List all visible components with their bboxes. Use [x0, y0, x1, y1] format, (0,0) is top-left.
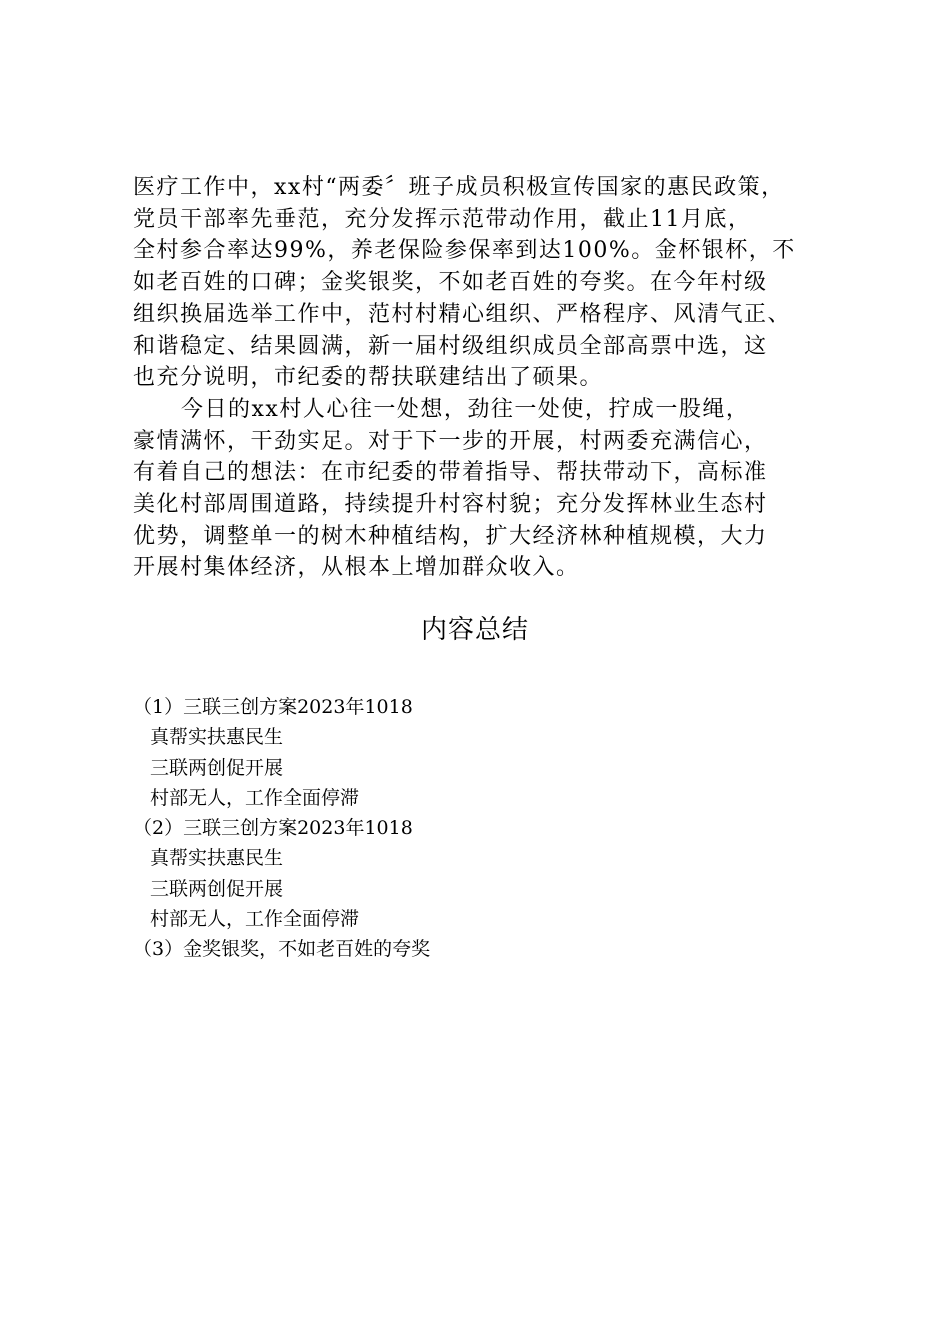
body-line: 开展村集体经济，从根本上增加群众收入。	[133, 555, 580, 581]
body-line: 也充分说明，市纪委的帮扶联建结出了硕果。	[133, 365, 604, 391]
summary-item: 真帮实扶惠民生	[150, 847, 284, 870]
body-line: 美化村部周围道路，持续提升村容村貌；充分发挥林业生态村	[133, 492, 768, 518]
body-paragraphs	[133, 172, 833, 584]
body-line: 和谐稳定、结果圆满，新一届村级组织成员全部高票中选，这	[133, 333, 768, 359]
body-line: 组织换届选举工作中，范村村精心组织、严格程序、风清气正、	[133, 301, 792, 327]
body-line: 如老百姓的口碑；金奖银奖，不如老百姓的夸奖。在今年村级	[133, 270, 768, 296]
body-line: 全村参合率达99%，养老保险参保率到达100%。金杯银杯，不	[133, 238, 796, 264]
summary-list	[133, 692, 833, 965]
summary-item-heading: （1）三联三创方案2023年1018	[133, 696, 413, 718]
body-line: 豪情满怀，干劲实足。对于下一步的开展，村两委充满信心，	[133, 428, 768, 454]
summary-item: 三联两创促开展	[150, 756, 284, 779]
body-line: 优势，调整单一的树木种植结构，扩大经济林种植规模，大力	[133, 523, 768, 549]
body-line-paragraph-start: 今日的xx村人心往一处想，劲往一处使，拧成一股绳，	[181, 396, 750, 422]
summary-item-heading: （3）金奖银奖，不如老百姓的夸奖	[133, 938, 431, 961]
body-line: 党员干部率先垂范，充分发挥示范带动作用，截止11月底，	[133, 206, 752, 232]
summary-item: 真帮实扶惠民生	[150, 726, 284, 749]
summary-item-heading: （2）三联三创方案2023年1018	[133, 817, 413, 840]
summary-item: 村部无人，工作全面停滞	[150, 908, 360, 931]
summary-item: 三联两创促开展	[150, 877, 284, 900]
body-line: 有着自己的想法：在市纪委的带着指导、帮扶带动下，高标准	[133, 460, 768, 486]
summary-item: 村部无人，工作全面停滞	[150, 786, 360, 809]
body-line: 医疗工作中，xx村“两委〞班子成员积极宣传国家的惠民政策，	[133, 175, 785, 200]
summary-title: 内容总结	[420, 615, 529, 645]
